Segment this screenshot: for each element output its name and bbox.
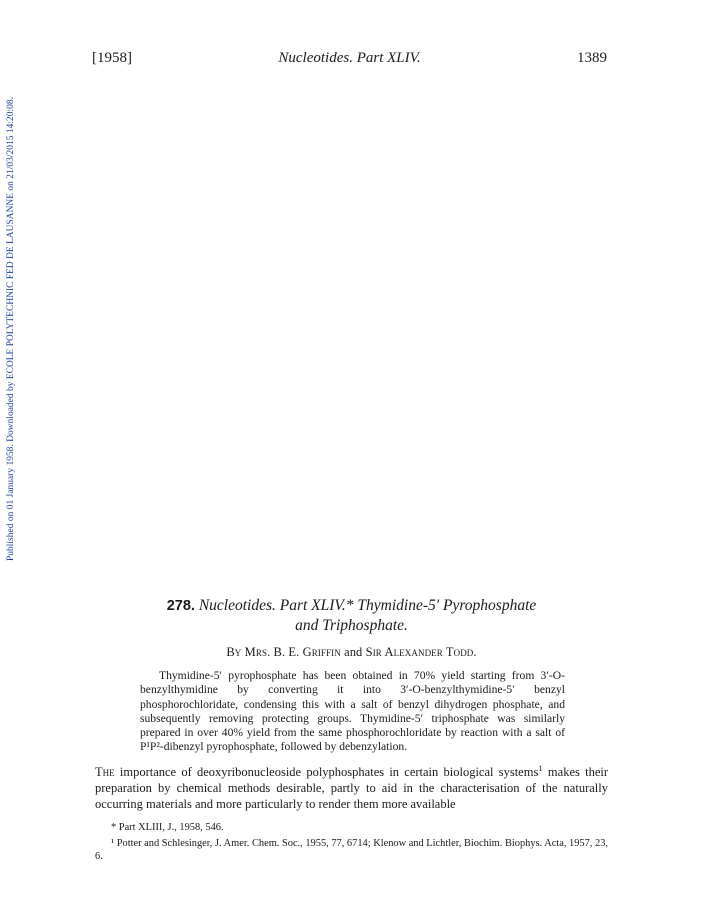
author-griffin: Mrs. B. E. Griffin [244, 645, 341, 659]
journal-year: [1958] [92, 50, 132, 66]
author-line [95, 645, 608, 660]
body-text: importance of deoxyribonucleoside polyphosphates in certain biological systems [114, 764, 539, 779]
article [95, 596, 608, 863]
running-title: Nucleotides. Part XLIV. [278, 50, 421, 66]
body-paragraph [95, 764, 608, 812]
page-number: 1389 [577, 50, 607, 66]
download-watermark-text: Published on 01 January 1958. Downloaded by ECOLE POLYTECHNIC FED DE LAUSANNE on 21/03/2015 14:20:08. [6, 97, 17, 561]
footnote-part-xliii: * Part XLIII, J., 1958, 546. [111, 821, 224, 833]
article-number: 278. [166, 598, 195, 614]
download-watermark [4, 64, 18, 594]
running-head [92, 50, 607, 70]
article-title-line2: and Triphosphate. [295, 617, 408, 634]
article-title-line1: Nucleotides. Part XLIV.* Thymidine-5′ Pyrophosphate [198, 597, 537, 614]
body-lead-word: The [95, 764, 115, 779]
body-text-continued: makes their preparation by chemical methods desirable, partly to aid in the characterisation of the naturally occurring materials and more particularly to render them more available [95, 764, 608, 811]
article-title [95, 596, 608, 635]
author-and: and [344, 645, 363, 659]
author-todd: Sir Alexander Todd. [365, 645, 477, 659]
footnote-potter: ¹ Potter and Schlesinger, J. Amer. Chem. Soc., 1955, 77, 6714; Klenow and Lichtler, Biochim. Biophys. Acta, 1957, 23, 6. [95, 837, 608, 862]
abstract: Thymidine-5′ pyrophosphate has been obtained in 70% yield starting from 3′-O-benzylthymidine by converting it into 3′-O-benzylthymidine-5′ benzyl phosphorochloridate, condensing this with a salt of benzyl dihydrogen phosphate, and subsequently removing protecting groups. Thymidine-5′ triphosphate was similarly prepared in over 40% yield from the same phosphorochloridate by reaction with a salt of P¹P²-dibenzyl pyrophosphate, followed by debenzylation. [140, 669, 565, 754]
author-by: By [226, 645, 242, 659]
reference-marker: 1 [538, 762, 543, 773]
footnotes [95, 821, 608, 863]
